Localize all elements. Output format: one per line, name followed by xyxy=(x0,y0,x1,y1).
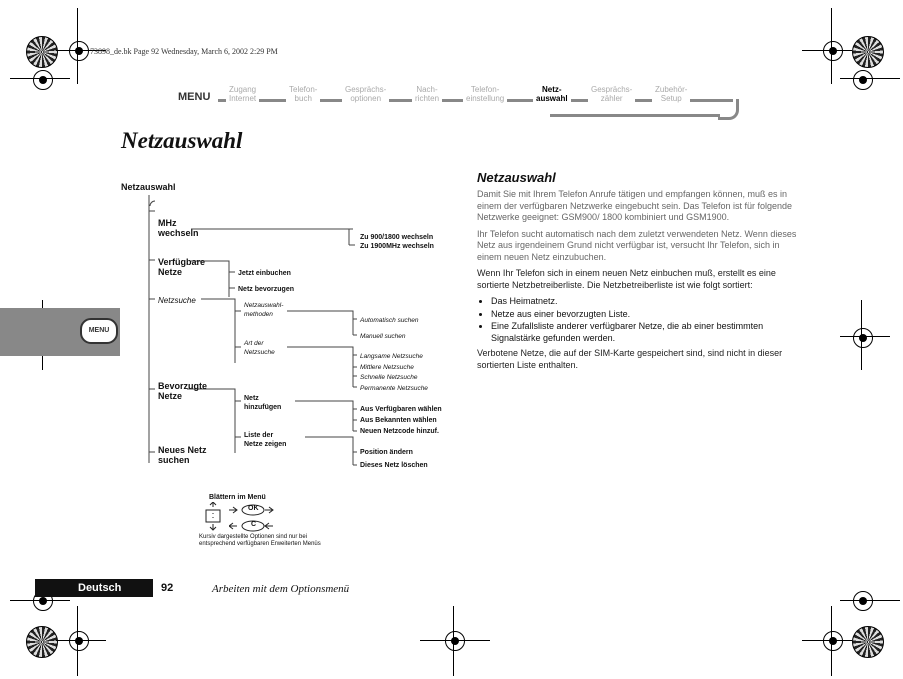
tree-neues-netz-suchen: Neues Netz suchen xyxy=(158,445,207,465)
menu-navigation-bar xyxy=(178,83,739,119)
crosshair-bottom-right xyxy=(853,591,873,611)
tree-netz-loeschen: Dieses Netz löschen xyxy=(360,462,428,469)
tree-aus-verfuegbaren: Aus Verfügbaren wählen xyxy=(360,406,442,413)
crop-line xyxy=(802,50,852,51)
tree-netz-bevorzugen: Netz bevorzugen xyxy=(238,286,295,293)
list-item: • Netze aus einer bevorzugten Liste. xyxy=(491,309,802,321)
tree-mhz-900: Zu 900/1800 wechseln xyxy=(360,234,434,241)
menu-key-icon: MENU xyxy=(80,318,118,344)
crop-line xyxy=(420,640,490,641)
crop-line xyxy=(10,600,70,601)
crosshair-bottom-center xyxy=(445,631,465,651)
tree-position-aendern: Position ändern xyxy=(360,449,413,456)
tree-bevorzugte-netze: Bevorzugte Netze xyxy=(158,381,208,401)
paragraph-1: Damit Sie mit Ihrem Telefon Anrufe tätigen und empfangen können, muß es in einem der verfügbaren Netzwerke eingebucht sein. Das Telefon ist für folgende Netzwerke geeignet: GSM900/ 1800 kombiniert und GSM1900. xyxy=(477,189,793,222)
registration-mark-top-left xyxy=(26,36,58,68)
tree-automatisch-suchen: Automatisch suchen xyxy=(360,317,419,324)
footer-language: Deutsch xyxy=(78,582,122,594)
paragraph-4: Verbotene Netze, die auf der SIM-Karte gespeichert sind, sind nicht in dieser sortierten Liste enthalten. xyxy=(477,348,783,370)
nav-item-nachrichten: Nach- richten xyxy=(412,83,442,105)
nav-item-gespraechszaehler: Gesprächs- zähler xyxy=(588,83,635,105)
crop-line xyxy=(831,8,832,84)
nav-item-telefoneinstellung: Telefon- einstellung xyxy=(463,83,507,105)
crop-line xyxy=(840,78,900,79)
registration-mark-bottom-left xyxy=(26,626,58,658)
legend-title: Blättern im Menü xyxy=(209,494,266,501)
nav-item-netzauswahl: Netz- auswahl xyxy=(533,83,571,105)
page-number: 92 xyxy=(161,582,174,594)
crop-line xyxy=(56,640,106,641)
scroll-key-icon xyxy=(203,502,223,532)
tree-manuell-suchen: Manuell suchen xyxy=(360,333,406,340)
tree-schnelle-netzsuche: Schnelle Netzsuche xyxy=(360,374,418,381)
tree-permanente-netzsuche: Permanente Netzsuche xyxy=(360,385,428,392)
legend-note-line1: Kursiv dargestellte Optionen sind nur bei xyxy=(199,534,308,540)
tree-netzsuche: Netzsuche xyxy=(158,296,196,305)
tree-langsame-netzsuche: Langsame Netzsuche xyxy=(360,353,423,360)
menu-tree-diagram xyxy=(121,175,461,495)
crosshair-right-middle xyxy=(853,328,873,348)
c-key-label: C xyxy=(251,521,257,528)
tree-neuen-netzcode: Neuen Netzcode hinzuf. xyxy=(360,428,439,435)
sort-order-list xyxy=(477,296,802,344)
list-item: • Eine Zufallsliste anderer verfügbarer Netze, die ab einer bestimmten Signalstärke gefunden werden. xyxy=(491,321,802,344)
crosshair-left-upper xyxy=(33,70,53,90)
paragraph-3: Wenn Ihr Telefon sich in einem neuen Netz einbuchen muß, erstellt es eine sortierte Netzbetreiberliste. Die Netzbetreiberliste ist wie folgt sortiert: xyxy=(477,268,776,290)
netzauswahl-section xyxy=(477,170,802,376)
crop-line xyxy=(77,8,78,84)
nav-menu-label: MENU xyxy=(178,91,214,103)
tree-verfuegbare-netze: Verfügbare Netze xyxy=(158,257,206,277)
nav-rail-bottom xyxy=(550,114,720,117)
tree-root: Netzauswahl xyxy=(121,182,176,192)
legend-note-line2: entsprechend verfügbaren Erweiterten Menüs xyxy=(199,541,321,547)
tree-netz-hinzufuegen: Netz hinzufügen xyxy=(244,395,282,411)
tree-netzauswahl-methoden: Netzauswahl- methoden xyxy=(244,302,284,318)
crop-line xyxy=(77,606,78,676)
nav-rail-curve xyxy=(718,99,739,120)
crop-line xyxy=(802,640,852,641)
tree-liste-der-netze: Liste der Netze zeigen xyxy=(244,432,287,448)
paragraph-2: Ihr Telefon sucht automatisch nach dem zuletzt verwendeten Netz. Wenn dieses Netz aus irgendeinem Grund nicht verfügbar ist, versucht Ihr Telefon, sich in einem neuen Netz einzubuchen. xyxy=(477,228,797,262)
crop-line xyxy=(861,300,862,370)
nav-item-zugang-internet: Zugang Internet xyxy=(226,83,259,105)
tree-mhz-1900: Zu 1900MHz wechseln xyxy=(360,243,434,250)
registration-mark-bottom-right xyxy=(852,626,884,658)
tree-mhz-wechseln: MHz wechseln xyxy=(158,218,199,238)
crop-line xyxy=(840,600,900,601)
registration-mark-top-right xyxy=(852,36,884,68)
print-slug: 73898_de.bk Page 92 Wednesday, March 6, 2002 2:29 PM xyxy=(90,47,278,56)
nav-item-gespraechsoptionen: Gesprächs- optionen xyxy=(342,83,389,105)
crop-line xyxy=(453,606,454,676)
page-title: Netzauswahl xyxy=(121,128,243,153)
crop-line xyxy=(840,336,890,337)
crosshair-bottom-right-2 xyxy=(823,631,843,651)
crosshair-right-upper xyxy=(853,70,873,90)
list-item: • Das Heimatnetz. xyxy=(491,296,802,308)
nav-item-telefonbuch: Telefon- buch xyxy=(286,83,320,105)
ok-key-label: OK xyxy=(248,505,259,512)
crosshair-top-right xyxy=(823,41,843,61)
crop-line xyxy=(831,606,832,676)
tree-jetzt-einbuchen: Jetzt einbuchen xyxy=(238,270,291,277)
nav-item-zubehoer-setup: Zubehör- Setup xyxy=(652,83,690,105)
tree-mittlere-netzsuche: Mittlere Netzsuche xyxy=(360,364,414,371)
section-heading: Netzauswahl xyxy=(477,170,556,185)
crosshair-bottom-left-2 xyxy=(69,631,89,651)
crosshair-top-left xyxy=(69,41,89,61)
tree-art-der-netzsuche: Art der Netzsuche xyxy=(244,340,275,356)
crop-line xyxy=(10,78,70,79)
tree-aus-bekannten: Aus Bekannten wählen xyxy=(360,417,437,424)
chapter-title: Arbeiten mit dem Optionsmenü xyxy=(212,583,350,595)
